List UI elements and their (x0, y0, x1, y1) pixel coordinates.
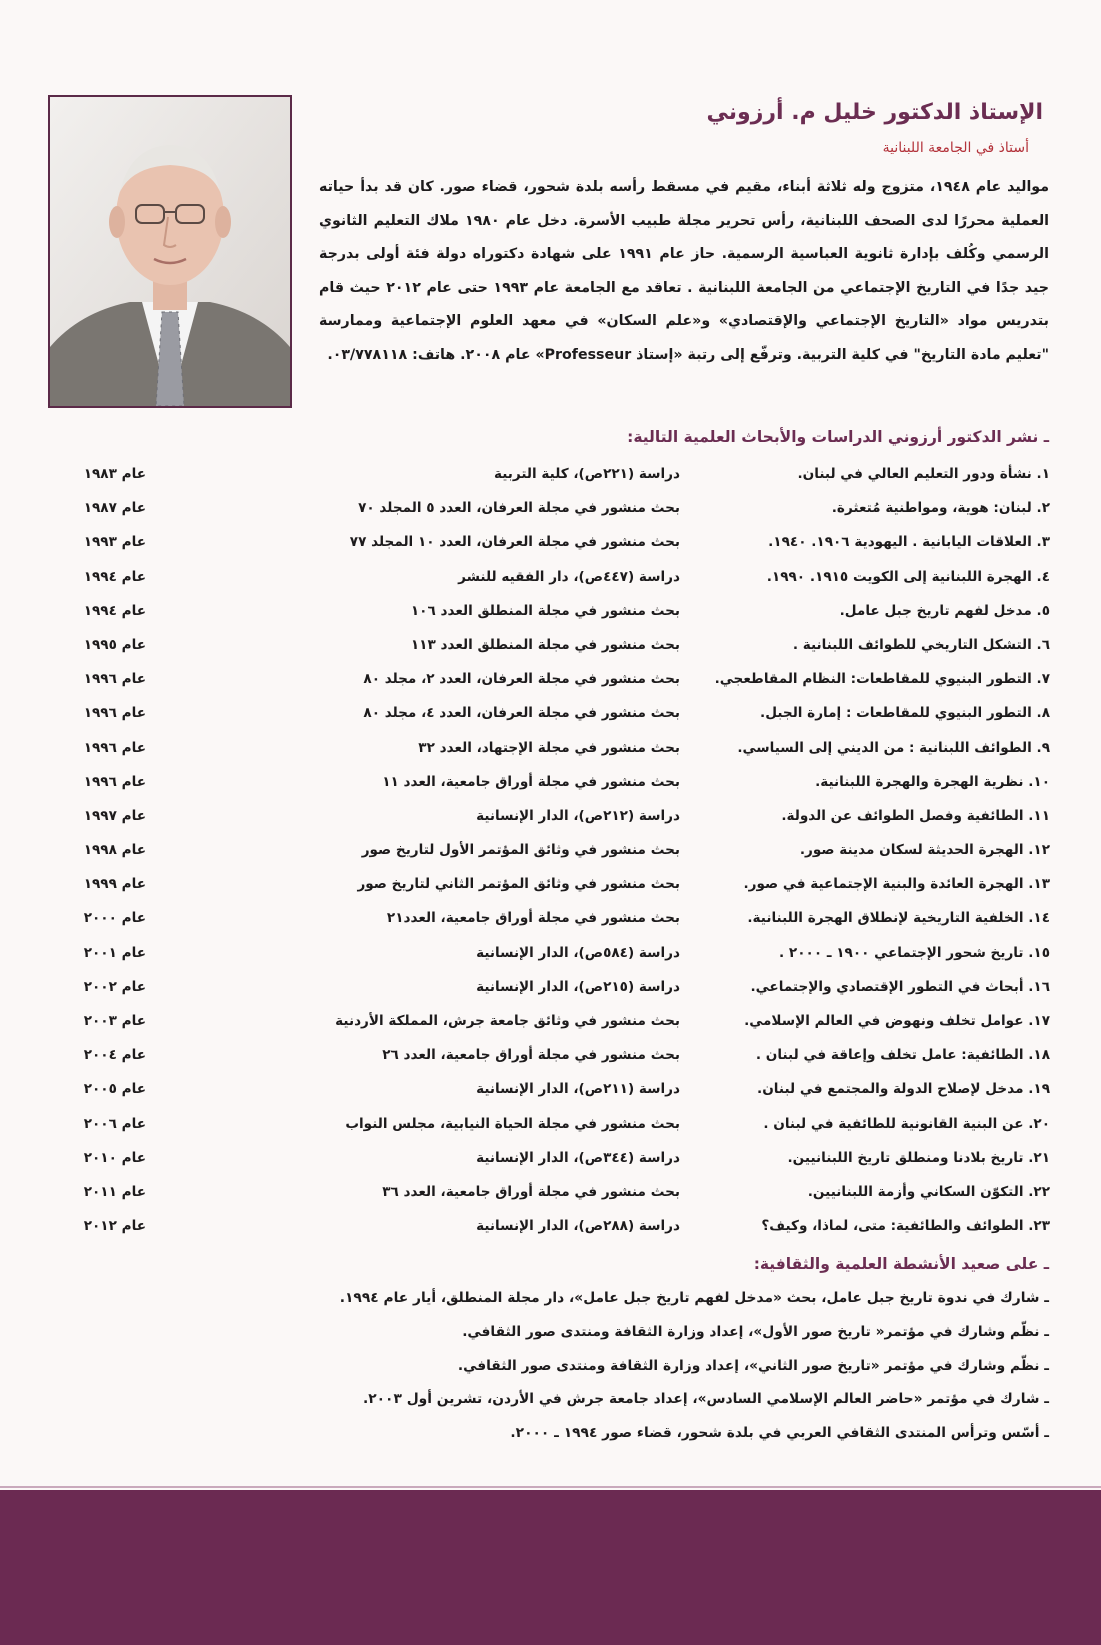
publication-row (40, 494, 1050, 528)
publication-row (40, 631, 1050, 665)
publication-row (40, 1110, 1050, 1144)
publication-row (40, 460, 1050, 494)
publication-detail: دراسة (٢١١ص)، الدار الإنسانية (476, 1081, 680, 1098)
publication-row (40, 836, 1050, 870)
publication-row (40, 665, 1050, 699)
publication-title: ١٦. أبحاث في التطور الإقتصادي والإجتماعي. (750, 978, 1050, 995)
publication-title: ٧. التطور البنيوي للمقاطعات: النظام المقاطعجي. (714, 671, 1050, 688)
publication-detail: بحث منشور في مجلة أوراق جامعية، العدد ٢٦ (382, 1047, 680, 1064)
publication-detail: بحث منشور في مجلة العرفان، العدد ٤، مجلد ٨٠ (363, 705, 680, 722)
publication-title: ٤. الهجرة اللبنانية إلى الكويت ١٩١٥. ١٩٩٠. (766, 568, 1050, 585)
publication-year: عام ١٩٩٦ (83, 705, 146, 722)
publication-year: عام ٢٠٠٢ (83, 978, 146, 995)
publication-title: ٥. مدخل لفهم تاريخ جبل عامل. (839, 602, 1050, 619)
publication-detail: دراسة (٤٤٧ص)، دار الفقيه للنشر (458, 568, 680, 585)
publication-title: ١٧. عوامل تخلف ونهوض في العالم الإسلامي. (744, 1013, 1050, 1029)
publication-year: عام ٢٠١٠ (83, 1149, 146, 1166)
publication-row (40, 768, 1050, 802)
publication-row (40, 734, 1050, 768)
publication-year: عام ٢٠٠٦ (83, 1115, 146, 1132)
publication-detail: بحث منشور في وثائق المؤتمر الأول لتاريخ صور (361, 842, 680, 859)
publication-row (40, 597, 1050, 631)
publication-year: عام ١٩٩٤ (83, 602, 146, 619)
publication-year: عام ١٩٩٦ (83, 671, 146, 688)
publication-year: عام ١٩٩٥ (83, 636, 146, 653)
publication-year: عام ١٩٩٩ (83, 876, 146, 893)
publication-title: ١٩. مدخل لإصلاح الدولة والمجتمع في لبنان. (757, 1081, 1050, 1098)
publication-row (40, 1075, 1050, 1109)
publication-row (40, 904, 1050, 938)
publication-year: عام ١٩٨٣ (83, 466, 146, 482)
publication-title: ١٢. الهجرة الحديثة لسكان مدينة صور. (799, 842, 1050, 859)
activity-item: ـ نظّم وشارك في مؤتمر «تاريخ صور الثاني»، إعداد وزارة الثقافة ومنتدى صور الثقافي. (457, 1357, 1049, 1374)
publication-year: عام ١٩٩٦ (83, 739, 146, 756)
publication-detail: دراسة (٣٤٤ص)، الدار الإنسانية (476, 1149, 680, 1166)
publication-title: ٨. التطور البنيوي للمقاطعات : إمارة الجبل. (760, 705, 1050, 722)
publication-detail: بحث منشور في مجلة الإجتهاد، العدد ٣٢ (418, 739, 680, 756)
activity-item: ـ نظّم وشارك في مؤتمر« تاريخ صور الأول»، إعداد وزارة الثقافة ومنتدى صور الثقافي. (462, 1323, 1049, 1340)
publication-year: عام ٢٠٠٠ (83, 910, 146, 927)
publication-year: عام ١٩٩٤ (83, 568, 146, 585)
publication-title: ٦. التشكل التاريخي للطوائف اللبنانية . (792, 636, 1050, 653)
publication-detail: دراسة (٢٢١ص)، كلية التربية (494, 466, 680, 482)
publication-title: ٢. لبنان: هوية، ومواطنية مُتعثرة. (831, 500, 1050, 517)
activity-item: ـ شارك في ندوة تاريخ جبل عامل، بحث «مدخل لفهم تاريخ جبل عامل»، دار مجلة المنطلق، أيار عام ١٩٩٤. (339, 1290, 1049, 1306)
publication-year: عام ٢٠١١ (83, 1183, 146, 1200)
publication-title: ١٤. الخلفية التاريخية لإنطلاق الهجرة اللبنانية. (747, 910, 1050, 927)
publication-title: ٢٠. عن البنية القانونية للطائفية في لبنان . (763, 1115, 1050, 1132)
publication-row (40, 1041, 1050, 1075)
activity-item: ـ شارك في مؤتمر «حاضر العالم الإسلامي السادس»، إعداد جامعة جرش في الأردن، تشرين أول ٢٠٠٣. (362, 1391, 1049, 1408)
publication-title: ٩. الطوائف اللبنانية : من الديني إلى السياسي. (737, 739, 1050, 756)
publication-row (40, 1007, 1050, 1041)
publication-title: ١٥. تاريخ شحور الإجتماعي ١٩٠٠ ـ ٢٠٠٠ . (779, 944, 1050, 961)
publication-row (40, 802, 1050, 836)
publication-year: عام ٢٠٠٣ (83, 1013, 146, 1029)
publication-year: عام ٢٠٠٤ (83, 1047, 146, 1064)
publication-row (40, 973, 1050, 1007)
footer-divider (0, 1486, 1101, 1488)
publication-year: عام ٢٠٠٥ (83, 1081, 146, 1098)
publication-year: عام ١٩٩٦ (83, 773, 146, 790)
publication-year: عام ١٩٩٣ (83, 534, 146, 551)
publication-detail: دراسة (٢١٥ص)، الدار الإنسانية (476, 978, 680, 995)
publication-title: ١٠. نظرية الهجرة والهجرة اللبنانية. (815, 773, 1050, 790)
publication-title: ١. نشأة ودور التعليم العالي في لبنان. (797, 466, 1050, 482)
publication-detail: دراسة (٢٨٨ص)، الدار الإنسانية (476, 1218, 680, 1235)
publication-row (40, 939, 1050, 973)
author-name: الإستاذ الدكتور خليل م. أرزوني (706, 100, 1043, 125)
publication-detail: بحث منشور في مجلة المنطلق العدد ١٠٦ (410, 602, 680, 619)
publication-year: عام ٢٠٠١ (83, 944, 146, 961)
publication-detail: دراسة (٢١٢ص)، الدار الإنسانية (476, 807, 680, 824)
biography: مواليد عام ١٩٤٨، متزوج وله ثلاثة أبناء، مقيم في مسقط رأسه بلدة شحور، قضاء صور. كان قد بدأ حياته العملية محررًا لدى الصحف اللبنانية، رأس تحرير مجلة طبيب الأسرة. دخل عام ١٩٨٠ ملاك التعليم الثانوي الرسمي وكُلف بإدارة ثانوية العباسية الرسمية. حاز عام ١٩٩١ على شهادة دكتوراه دولة فئة أولى بدرجة جيد جدًا في التاريخ الإجتماعي من الجامعة اللبنانية . تعاقد مع الجامعة عام ١٩٩٣ حتى عام ٢٠١٢ حيث قام بتدريس مواد «التاريخ الإجتماعي والإقتصادي» و«علم السكان» في معهد العلوم الإجتماعية وممارسة "تعليم مادة التاريخ" في كلية التربية. وترفّع إلى رتبة «إستاذ Professeur» عام ٢٠٠٨. هاتف: ٠٣/٧٧٨١١٨. (319, 179, 1050, 363)
publication-year: عام ٢٠١٢ (83, 1218, 146, 1235)
publication-year: عام ١٩٩٧ (83, 807, 146, 824)
publication-title: ٢٢. التكوّن السكاني وأزمة اللبنانيين. (807, 1183, 1050, 1200)
footer-bar (0, 1490, 1101, 1645)
publication-row (40, 870, 1050, 904)
publication-detail: بحث منشور في مجلة العرفان، العدد ٥ المجلد ٧٠ (358, 500, 680, 517)
activity-item: ـ أسّس وترأس المنتدى الثقافي العربي في بلدة شحور، قضاء صور ١٩٩٤ ـ ٢٠٠٠. (510, 1425, 1049, 1442)
publication-row (40, 563, 1050, 597)
activities-heading: ـ على صعيد الأنشطة العلمية والثقافية: (753, 1255, 1049, 1273)
portrait-illustration (50, 97, 290, 406)
publication-row (40, 1144, 1050, 1178)
publications-heading: ـ نشر الدكتور أرزوني الدراسات والأبحاث العلمية التالية: (627, 428, 1049, 446)
publication-detail: بحث منشور في مجلة أوراق جامعية، العدد ٣٦ (382, 1183, 680, 1200)
publication-title: ٢٣. الطوائف والطائفية: متى، لماذا، وكيف؟ (761, 1218, 1050, 1235)
publication-detail: بحث منشور في مجلة الحياة النيابية، مجلس النواب (345, 1115, 680, 1132)
publication-row (40, 528, 1050, 562)
author-portrait (48, 95, 292, 408)
publication-year: عام ١٩٨٧ (83, 500, 146, 517)
author-position: أستاذ في الجامعة اللبنانية (882, 140, 1029, 156)
publication-title: ١٨. الطائفية: عامل تخلف وإعاقة في لبنان . (755, 1047, 1050, 1064)
publication-row (40, 1178, 1050, 1212)
publication-title: ١٣. الهجرة العائدة والبنية الإجتماعية في صور. (743, 876, 1050, 893)
publication-title: ١١. الطائفية وفصل الطوائف عن الدولة. (781, 807, 1050, 824)
publication-row (40, 1212, 1050, 1246)
publications-list (40, 460, 1050, 1246)
publication-title: ٢١. تاريخ بلادنا ومنطلق تاريخ اللبنانيين. (787, 1149, 1050, 1166)
publication-detail: بحث منشور في وثائق جامعة جرش، المملكة الأردنية (335, 1013, 680, 1029)
publication-detail: بحث منشور في مجلة المنطلق العدد ١١٣ (410, 636, 680, 653)
publication-detail: بحث منشور في وثائق المؤتمر الثاني لتاريخ صور (357, 876, 680, 893)
publication-detail: بحث منشور في مجلة العرفان، العدد ٢، مجلد ٨٠ (363, 671, 680, 688)
publication-detail: بحث منشور في مجلة العرفان، العدد ١٠ المجلد ٧٧ (349, 534, 680, 551)
publication-detail: دراسة (٥٨٤ص)، الدار الإنسانية (476, 944, 680, 961)
publication-year: عام ١٩٩٨ (83, 842, 146, 859)
publication-row (40, 699, 1050, 733)
publication-title: ٣. العلاقات اليابانية . اليهودية ١٩٠٦. ١٩٤٠. (768, 534, 1050, 551)
activities-list (129, 1290, 1049, 1459)
publication-detail: بحث منشور في مجلة أوراق جامعية، العدد ١١ (382, 773, 680, 790)
publication-detail: بحث منشور في مجلة أوراق جامعية، العدد٢١ (386, 910, 680, 927)
